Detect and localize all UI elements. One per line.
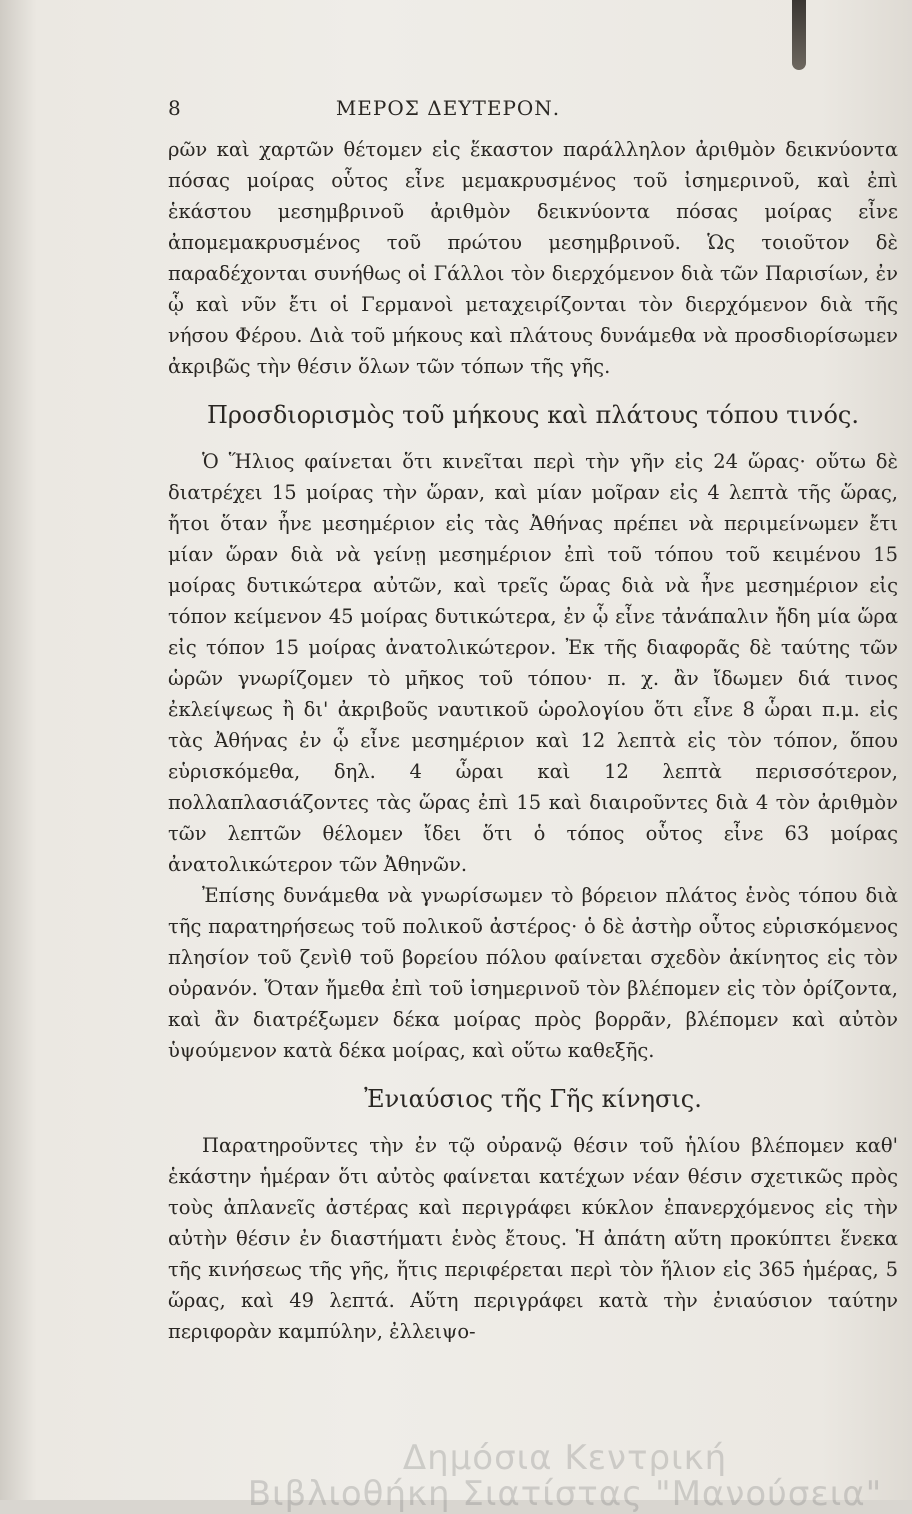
running-title: ΜΕΡΟΣ ΔΕΥΤΕΡΟΝ.	[335, 96, 561, 120]
watermark-line: Δημόσια Κεντρική	[402, 1438, 728, 1478]
section-heading: Προσδιορισμὸς τοῦ μήκους καὶ πλάτους τόπου τινός.	[206, 401, 860, 429]
section-heading: Ἐνιαύσιος τῆς Γῆς κίνησις.	[364, 1085, 702, 1113]
paragraph: Ὁ Ἥλιος φαίνεται ὅτι κινεῖται περὶ τὴν γῆν εἰς 24 ὥρας· οὕτω δὲ διατρέχει 15 μοίρας τὴν ὥραν, καὶ μίαν μοῖραν εἰς 4 λεπτὰ τῆς ὥρας, ἤτοι ὅταν ἦνε μεσημέριον εἰς τὰς Ἀθήνας πρέπει νὰ περιμείνωμεν ἔτι μίαν ὥραν διὰ νὰ γείνῃ μεσημέριον ἐπὶ τοῦ τόπου τοῦ κειμένου 15 μοίρας δυτικώτερα αὐτῶν, καὶ τρεῖς ὥρας διὰ νὰ ἦνε μεσημέριον εἰς τόπον κείμενον 45 μοίρας δυτικώτερα, ἐν ᾧ εἶνε τἀνάπαλιν ἤδη μία ὥρα εἰς τόπον 15 μοίρας ἀνατολικώτερον. Ἐκ τῆς διαφορᾶς δὲ ταύτης τῶν ὡρῶν γνωρίζομεν τὸ μῆκος τοῦ τόπου· π. χ. ἂν ἴδωμεν διά τινος ἐκλείψεως ἢ δι' ἀκριβοῦς ναυτικοῦ ὡρολογίου ὅτι εἶνε 8 ὧραι π.μ. εἰς τὰς Ἀθήνας ἐν ᾧ εἶνε μεσημέριον καὶ 12 λεπτὰ εἰς τὸν τόπον, ὅπου εὑρισκόμεθα, δηλ. 4 ὧραι καὶ 12 λεπτὰ περισσότερον, πολλαπλασιάζοντες τὰς ὥρας ἐπὶ 15 καὶ διαιροῦντες διὰ 4 τὸν ἀριθμὸν τῶν λεπτῶν θέλομεν ἴδει ὅτι ὁ τόπος οὗτος εἶνε 63 μοίρας ἀνατολικώτερον τῶν Ἀθηνῶν.	[168, 450, 898, 876]
binding-shadow	[792, 0, 806, 70]
watermark-line: Βιβλιοθήκη Σιατίστας "Μανούσεια"	[247, 1474, 883, 1514]
page-header	[168, 96, 728, 126]
library-watermark	[215, 1440, 912, 1512]
body-text	[168, 134, 898, 1347]
page-number: 8	[168, 96, 182, 120]
paragraph: ρῶν καὶ χαρτῶν θέτομεν εἰς ἕκαστον παράλληλον ἀριθμὸν δεικνύοντα πόσας μοίρας οὗτος εἶνε μεμακρυσμένος τοῦ ἰσημερινοῦ, καὶ ἐπὶ ἑκάστου μεσημβρινοῦ ἀριθμὸν δεικνύοντα πόσας μοίρας εἶνε ἀπομεμακρυσμένος τοῦ πρώτου μεσημβρινοῦ. Ὡς τοιοῦτον δὲ παραδέχονται συνήθως οἱ Γάλλοι τὸν διερχόμενον διὰ τῶν Παρισίων, ἐν ᾧ καὶ νῦν ἔτι οἱ Γερμανοὶ μεταχειρίζονται τὸν διερχόμενον διὰ τῆς νήσου Φέρου. Διὰ τοῦ μήκους καὶ πλάτους δυνάμεθα νὰ προσδιορίσωμεν ἀκριβῶς τὴν θέσιν ὅλων τῶν τόπων τῆς γῆς.	[168, 138, 898, 378]
paragraph: Παρατηροῦντες τὴν ἐν τῷ οὐρανῷ θέσιν τοῦ ἡλίου βλέπομεν καθ' ἑκάστην ἡμέραν ὅτι αὐτὸς φαίνεται κατέχων νέαν θέσιν σχετικῶς πρὸς τοὺς ἀπλανεῖς ἀστέρας καὶ περιγράφει κύκλον ἐπανερχόμενος εἰς τὴν αὐτὴν θέσιν ἐν διαστήματι ἑνὸς ἔτους. Ἡ ἀπάτη αὕτη προκύπτει ἕνεκα τῆς κινήσεως τῆς γῆς, ἥτις περιφέρεται περὶ τὸν ἥλιον εἰς 365 ἡμέρας, 5 ὥρας, καὶ 49 λεπτά. Αὕτη περιγράφει κατὰ τὴν ἐνιαύσιον ταύτην περιφορὰν καμπύλην, ἐλλειψο-	[168, 1134, 898, 1343]
paragraph: Ἐπίσης δυνάμεθα νὰ γνωρίσωμεν τὸ βόρειον πλάτος ἑνὸς τόπου διὰ τῆς παρατηρήσεως τοῦ πολικοῦ ἀστέρος· ὁ δὲ ἀστὴρ οὗτος εὑρισκόμενος πλησίον τοῦ ζενὶθ τοῦ βορείου πόλου φαίνεται σχεδὸν ἀκίνητος εἰς τὸν οὐρανόν. Ὅταν ἤμεθα ἐπὶ τοῦ ἰσημερινοῦ τὸν βλέπομεν εἰς τὸν ὁρίζοντα, καὶ ἂν διατρέξωμεν δέκα μοίρας πρὸς βορρᾶν, βλέπομεν καὶ αὐτὸν ὑψούμενον κατὰ δέκα μοίρας, καὶ οὕτω καθεξῆς.	[168, 884, 898, 1062]
